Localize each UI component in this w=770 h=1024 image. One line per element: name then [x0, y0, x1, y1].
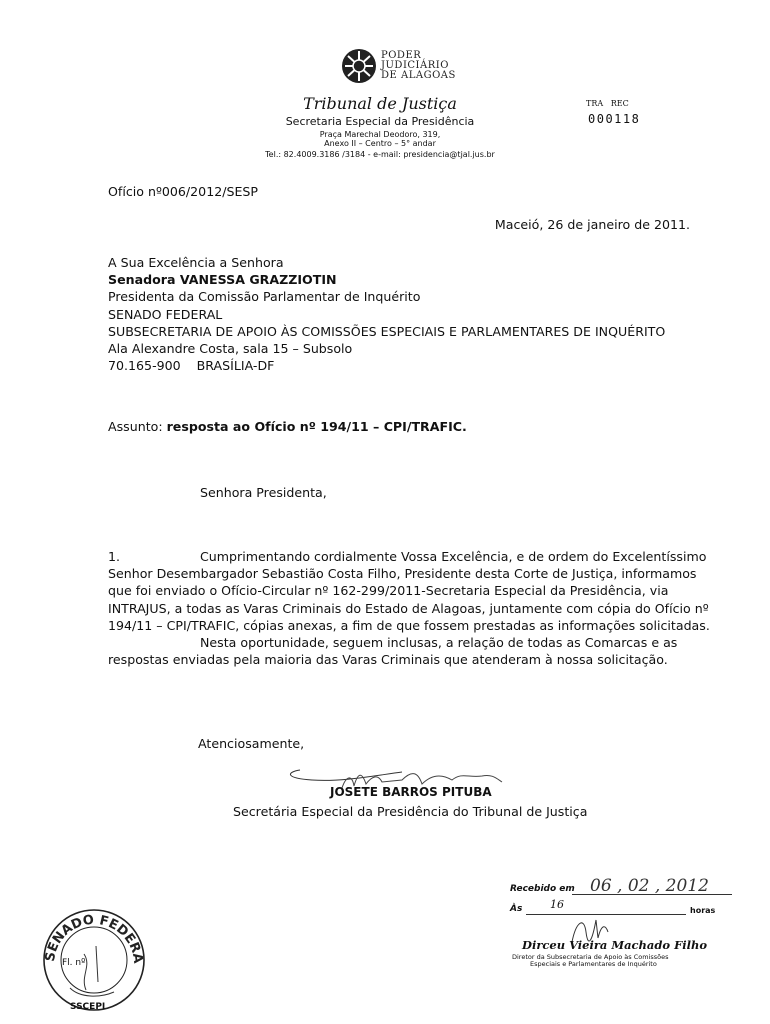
director-title-2: Especiais e Parlamentares de Inquérito — [530, 960, 657, 968]
seal-folio-label: Fl. nº — [62, 958, 86, 968]
logo-line-1: PODER — [381, 50, 422, 61]
protocol-number: 000118 — [588, 112, 641, 126]
salutation: Senhora Presidenta, — [200, 485, 327, 500]
contact-line: Tel.: 82.4009.3186 /3184 - e-mail: presidencia@tjal.jus.br — [265, 150, 495, 159]
seal-ring-text: SENADO FEDERA — [42, 912, 146, 965]
address-line-1: Praça Marechal Deodoro, 319, — [319, 130, 441, 139]
addressee-line-5: SUBSECRETARIA DE APOIO ÀS COMISSÕES ESPECIAIS E PARLAMENTARES DE INQUÉRITO — [108, 323, 666, 339]
addressee-line-6: Ala Alexandre Costa, sala 15 – Subsolo — [108, 341, 353, 357]
paragraph-2-line-2: respostas enviadas pela maioria das Varas Criminais que atenderam à nossa solicitação. — [108, 652, 668, 668]
paragraph-1-line-2: Senhor Desembargador Sebastião Costa Filho, Presidente desta Corte de Justiça, informamos — [108, 566, 697, 582]
addressee-line-3: Presidenta da Comissão Parlamentar de Inquérito — [108, 289, 421, 305]
director-title-1: Diretor da Subsecretaria de Apoio às Comissões — [512, 953, 669, 961]
logo-text — [381, 51, 456, 81]
logo-line-2: JUDICIÁRIO — [381, 60, 449, 71]
addressee-line-7: 70.165-900 BRASÍLIA-DF — [108, 358, 275, 374]
paragraph-2-line-1: Nesta oportunidade, seguem inclusas, a relação de todas as Comarcas e as — [200, 635, 678, 651]
senado-seal — [40, 906, 148, 1014]
seal-ring — [40, 906, 148, 1014]
receipt-date: 06 , 02 , 2012 — [590, 876, 709, 896]
addressee-line-1: A Sua Excelência a Senhora — [108, 255, 284, 270]
address-line-2: Anexo II – Centro – 5° andar — [324, 139, 436, 148]
protocol-stamp-label: TRA REC — [586, 99, 629, 108]
receipt-label: Recebido em — [510, 884, 575, 894]
receipt-date-underline — [572, 894, 732, 895]
logo-line-3: DE ALAGOAS — [381, 70, 456, 81]
director-name: Dirceu Vieira Machado Filho — [522, 938, 708, 952]
signatory-name: JOSETE BARROS PITUBA — [330, 785, 492, 799]
addressee-name: Senadora VANESSA GRAZZIOTIN — [108, 272, 337, 288]
receipt-stamp — [510, 876, 740, 966]
addressee-block — [108, 254, 665, 374]
receipt-horas-label: horas — [690, 906, 716, 915]
office-name: Secretaria Especial da Presidência — [285, 115, 475, 128]
receipt-hour: 16 — [550, 898, 564, 911]
paragraph-1-line-4: INTRAJUS, a todas as Varas Criminais do Estado de Alagoas, juntamente com cópia do Ofício nº — [108, 600, 709, 616]
court-name: Tribunal de Justiça — [303, 94, 457, 113]
subject-value: resposta ao Ofício nº 194/11 – CPI/TRAFIC. — [166, 419, 467, 434]
closing: Atenciosamente, — [198, 736, 305, 751]
subject-label: Assunto: — [108, 419, 167, 434]
office-number: Ofício nº006/2012/SESP — [108, 184, 259, 199]
date-line: Maceió, 26 de janeiro de 2011. — [494, 217, 690, 232]
court-logo — [340, 47, 378, 85]
paragraph-number: 1. — [108, 549, 121, 564]
body-text — [108, 548, 714, 668]
paragraph-1-line-3: que foi enviado o Ofício-Circular nº 162-299/2011-Secretaria Especial da Presidência, via — [108, 583, 669, 599]
paragraph-1-line-1 — [108, 548, 714, 565]
receipt-as-label: Às — [510, 904, 523, 914]
signatory-title: Secretária Especial da Presidência do Tribunal de Justiça — [233, 804, 588, 819]
paragraph-1-line-5: 194/11 – CPI/TRAFIC, cópias anexas, a fim de que fossem prestadas as informações solicitadas. — [108, 617, 710, 633]
paragraph-1-text-start: Cumprimentando cordialmente Vossa Excelência, e de ordem do Excelentíssimo — [200, 549, 707, 564]
subject-line — [108, 418, 467, 435]
addressee-line-4: SENADO FEDERAL — [108, 306, 223, 322]
seal-bottom-text: SSCEPI — [70, 1002, 106, 1012]
